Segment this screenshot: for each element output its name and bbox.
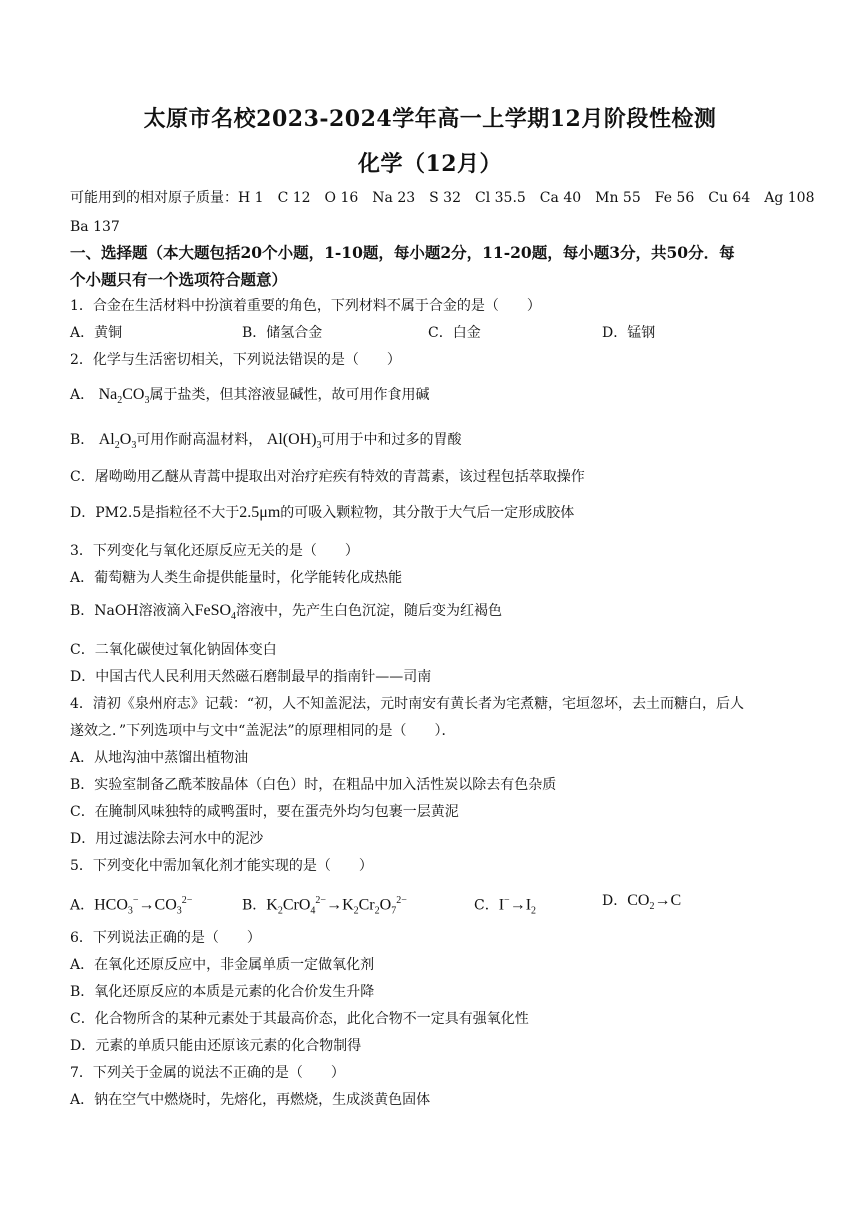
q1-option-b[interactable]: B．储氢合金	[242, 325, 323, 341]
q5-option-d[interactable]: D．$CO_2\to C$	[602, 891, 799, 922]
question-4-stem-line-1: 4．清初《泉州府志》记载：“初，人不知盖泥法，元时南安有黄长者为宅煮糖，宅垣忽坏，去土而糖白，后人	[70, 696, 745, 712]
q1-option-a[interactable]: A．黄铜	[70, 325, 123, 341]
q5-option-b[interactable]: B．$K_2CrO_4^{2-}\to K_2Cr_2O_7^{2-}$	[242, 891, 474, 922]
q3-option-b[interactable]	[70, 601, 800, 627]
section-heading-line-1: 一、选择题（本大题包括20个小题，1-10题，每小题2分，11-20题，每小题3分，共50分．每	[70, 243, 735, 262]
question-6-stem: 6．下列说法正确的是（ ）	[70, 930, 261, 946]
q3-option-c[interactable]: C．二氧化碳使过氧化钠固体变白	[70, 642, 277, 658]
question-2-stem: 2．化学与生活密切相关，下列说法错误的是（ ）	[70, 352, 401, 368]
formula-aloh3: $Al(OH)_3$	[266, 431, 322, 452]
q3-option-b-text: 溶液中，先产生白色沉淀，随后变为红褐色	[236, 603, 503, 619]
question-1-stem: 1．合金在生活材料中扮演着重要的角色，下列材料不属于合金的是（ ）	[70, 298, 541, 314]
q4-option-b[interactable]: B．实验室制备乙酰苯胺晶体（白色）时，在粗品中加入活性炭以除去有色杂质	[70, 777, 557, 793]
q2-option-d-text: 的可吸入颗粒物，其分散于大气后一定形成胶体	[280, 505, 575, 521]
reaction-b: $K_2CrO_4^{2-}\to K_2Cr_2O_7^{2-}$	[266, 895, 407, 917]
formula-al2o3: $Al_2O_3$	[98, 431, 137, 452]
q2-option-b-text-2: 可用于中和过多的胃酸	[321, 432, 462, 448]
question-3-stem: 3．下列变化与氧化还原反应无关的是（ ）	[70, 543, 359, 559]
question-1-options	[70, 323, 800, 343]
page-subtitle: 化学（12月）	[357, 151, 503, 177]
q3-option-b-label: B．NaOH溶液滴入	[70, 603, 195, 619]
reaction-d: $CO_2\to C$	[627, 892, 682, 913]
section-heading-line-2: 个小题只有一个选项符合题意）	[70, 270, 288, 289]
formula-na2co3: $Na_2CO_3$	[98, 386, 150, 407]
q6-option-b[interactable]: B．氧化还原反应的本质是元素的化合价发生升降	[70, 984, 375, 1000]
q2-option-a-label: A．	[70, 387, 95, 403]
formula-feso4: FeSO$_4$	[194, 602, 237, 623]
q3-option-a[interactable]: A．葡萄糖为人类生命提供能量时，化学能转化成热能	[70, 570, 403, 586]
question-5-options	[70, 891, 800, 922]
q7-option-a[interactable]: A．钠在空气中燃烧时，先熔化，再燃烧，生成淡黄色固体	[70, 1092, 431, 1108]
q6-option-d[interactable]: D．元素的单质只能由还原该元素的化合物制得	[70, 1038, 362, 1054]
atomic-masses-line-2: Ba 137	[70, 219, 120, 235]
q2-option-b-text-1: 可用作耐高温材料，	[136, 432, 263, 448]
question-4-stem-line-2: 遂效之．”下列选项中与文中“盖泥法”的原理相同的是（ ）．	[70, 723, 456, 739]
q5-option-a[interactable]: A．$HCO_3^-\to CO_3^{2-}$	[70, 891, 242, 922]
q4-option-c[interactable]: C．在腌制风味独特的咸鸭蛋时，要在蛋壳外均匀包裹一层黄泥	[70, 804, 459, 820]
q5-option-c[interactable]: C．$I^-\to I_2$	[474, 891, 602, 922]
q1-option-d[interactable]: D．锰钢	[602, 325, 656, 341]
q1-option-c[interactable]: C．白金	[428, 325, 481, 341]
question-5-stem: 5．下列变化中需加氧化剂才能实现的是（ ）	[70, 858, 373, 874]
q2-option-b[interactable]	[70, 430, 800, 456]
q2-option-d[interactable]	[70, 503, 800, 523]
q6-option-c[interactable]: C．化合物所含的某种元素处于其最高价态，此化合物不一定具有强氧化性	[70, 1011, 529, 1027]
q2-option-a[interactable]	[70, 385, 800, 411]
q4-option-d[interactable]: D．用过滤法除去河水中的泥沙	[70, 831, 264, 847]
question-7-stem: 7．下列关于金属的说法不正确的是（ ）	[70, 1065, 345, 1081]
q3-option-d[interactable]: D．中国古代人民利用天然磁石磨制最早的指南针——司南	[70, 669, 432, 685]
q2-option-b-label: B．	[70, 432, 95, 448]
page-title: 太原市名校2023-2024学年高一上学期12月阶段性检测	[143, 106, 717, 132]
q6-option-a[interactable]: A．在氧化还原反应中，非金属单质一定做氧化剂	[70, 957, 375, 973]
q2-option-c[interactable]: C．屠呦呦用乙醚从青蒿中提取出对治疗疟疾有特效的青蒿素，该过程包括萃取操作	[70, 469, 585, 485]
reaction-c: $I^-\to I_2$	[498, 895, 537, 917]
q2-option-d-value: 2.5μm	[239, 504, 281, 521]
q2-option-a-text: 属于盐类，但其溶液显碱性，故可用作食用碱	[149, 387, 430, 403]
atomic-masses-line-1: 可能用到的相对原子质量：H 1 C 12 O 16 Na 23 S 32 Cl 35.5 Ca 40 Mn 55 Fe 56 Cu 64 Ag 108	[70, 190, 815, 206]
q2-option-d-label: D．PM2.5是指粒径不大于	[70, 505, 240, 521]
q4-option-a[interactable]: A．从地沟油中蒸馏出植物油	[70, 750, 249, 766]
reaction-a: $HCO_3^-\to CO_3^{2-}$	[94, 895, 193, 917]
